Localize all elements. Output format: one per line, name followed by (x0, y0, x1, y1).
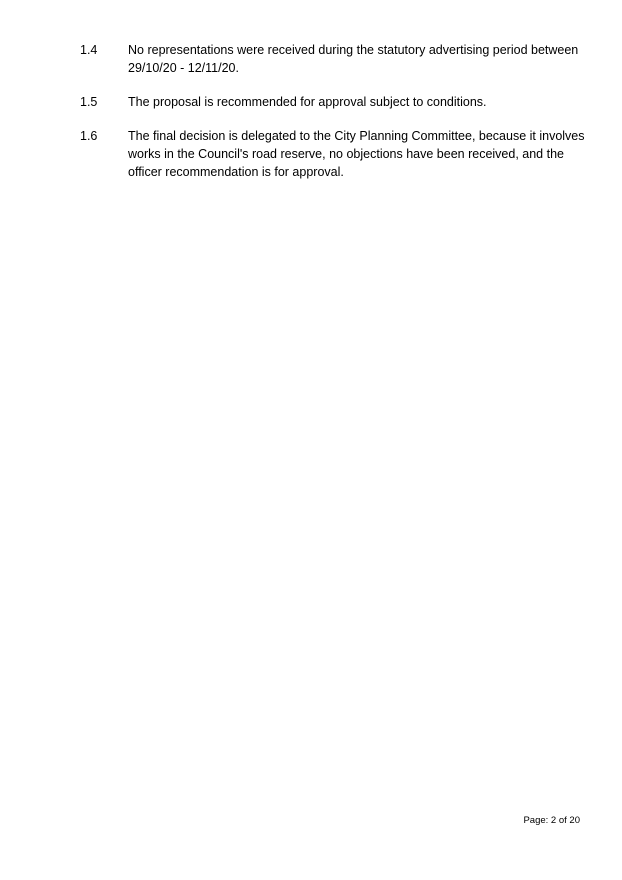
paragraph-line: works in the Council's road reserve, no objections have been received, and the (128, 147, 564, 161)
paragraph-line: 29/10/20 - 12/11/20. (128, 61, 239, 75)
paragraph-line: The proposal is recommended for approval subject to conditions. (128, 95, 487, 109)
page-number-footer: Page: 2 of 20 (523, 815, 580, 826)
paragraph-text (128, 93, 588, 111)
paragraph-text (128, 127, 588, 181)
paragraph-line: officer recommendation is for approval. (128, 165, 344, 179)
paragraph-number: 1.6 (80, 129, 98, 143)
paragraph-number: 1.4 (80, 43, 98, 57)
paragraph-line: No representations were received during the statutory advertising period between (128, 43, 579, 57)
paragraph-line: The final decision is delegated to the City Planning Committee, because it involves (128, 129, 585, 143)
paragraph-number: 1.5 (80, 95, 98, 109)
paragraph-text (128, 41, 588, 77)
